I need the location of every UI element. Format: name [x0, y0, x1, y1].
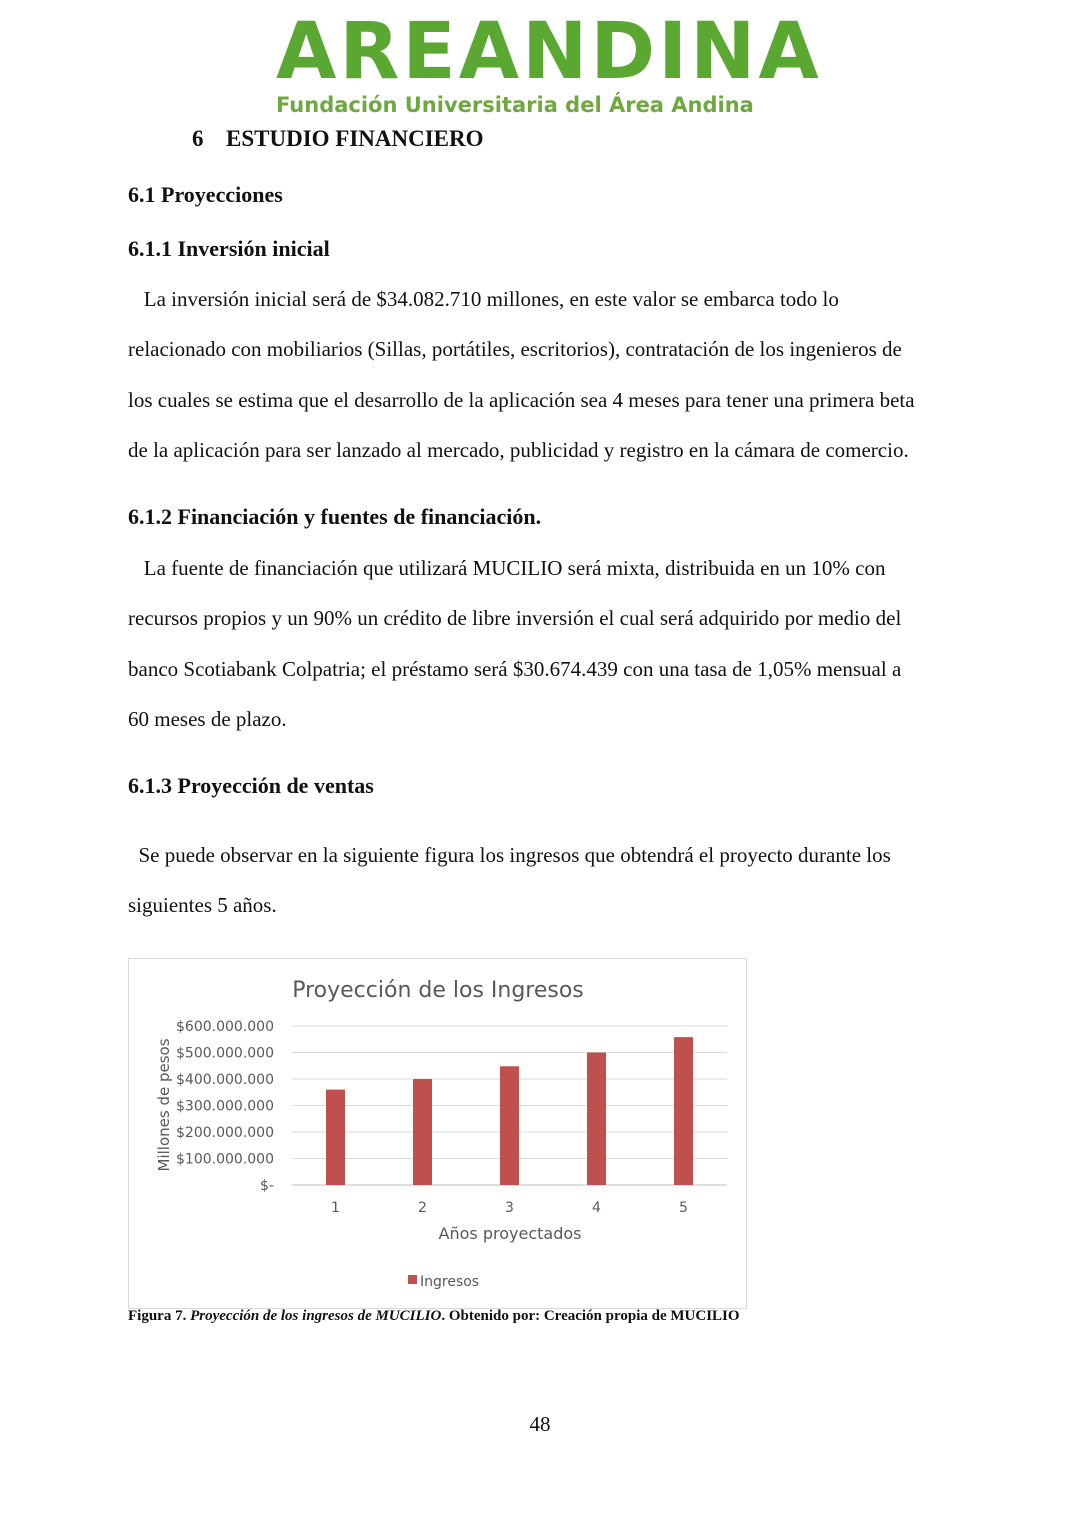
y-tick-label: $400.000.000: [176, 1072, 274, 1088]
page-number: 48: [529, 1412, 551, 1436]
legend-swatch: [408, 1275, 417, 1284]
x-tick-label: 4: [592, 1200, 601, 1216]
x-tick-label: 2: [418, 1200, 427, 1216]
caption-rest: . Obtenido por: Creación propia de MUCILIO: [441, 1308, 740, 1324]
heading-proyecciones: 6.1 Proyecciones: [128, 182, 283, 207]
chart-title: Proyección de los Ingresos: [292, 978, 584, 1003]
caption-label: Figura 7.: [128, 1308, 187, 1324]
logo-subtitle: Fundación Universitaria del Área Andina: [276, 93, 754, 117]
bar-4: [587, 1053, 606, 1186]
paragraph-line: La fuente de financiación que utilizará MUCILIO será mixta, distribuida en un 10% con: [128, 556, 886, 580]
y-tick-label: $-: [260, 1178, 274, 1194]
x-tick-label: 3: [505, 1200, 514, 1216]
figure-caption: [128, 1308, 740, 1325]
bar-1: [326, 1090, 345, 1185]
x-tick-label: 1: [331, 1200, 340, 1216]
section-title: ESTUDIO FINANCIERO: [226, 126, 484, 151]
paragraph-line: siguientes 5 años.: [128, 893, 277, 918]
paragraph-line: Se puede observar en la siguiente figura los ingresos que obtendrá el proyecto durante los: [128, 843, 891, 867]
legend-label: Ingresos: [420, 1274, 480, 1290]
caption-italic: Proyección de los ingresos de MUCILIO: [190, 1308, 442, 1324]
logo-wordmark: AREANDINA: [276, 7, 822, 97]
paragraph-line: banco Scotiabank Colpatria; el préstamo será $30.674.439 con una tasa de 1,05% mensual a: [128, 656, 902, 681]
y-tick-label: $500.000.000: [176, 1045, 274, 1062]
chart-svg: [129, 959, 746, 1308]
areandina-logo: [268, 7, 822, 120]
section-heading: [192, 126, 484, 152]
paragraph-line: los cuales se estima que el desarrollo de la aplicación sea 4 meses para tener una primera beta: [128, 387, 915, 412]
y-axis-label: Millones de pesos: [155, 1038, 173, 1172]
y-tick-label: $300.000.000: [176, 1098, 274, 1115]
y-tick-label: $100.000.000: [176, 1151, 274, 1168]
x-tick-label: 5: [679, 1200, 688, 1216]
y-tick-label: $600.000.000: [176, 1019, 274, 1035]
section-number: 6: [192, 126, 204, 151]
bar-2: [413, 1079, 432, 1185]
paragraph-inversion: [128, 284, 968, 485]
heading-proyeccion-ventas: 6.1.3 Proyección de ventas: [128, 773, 374, 798]
paragraph-ventas: [128, 840, 968, 941]
paragraph-line: recursos propios y un 90% un crédito de libre inversión el cual será adquirido por medio del: [128, 606, 902, 631]
paragraph-financiacion: [128, 553, 968, 754]
paragraph-line: 60 meses de plazo.: [128, 706, 287, 731]
y-tick-label: $200.000.000: [176, 1125, 274, 1141]
x-axis-label: Años proyectados: [438, 1224, 582, 1243]
paragraph-line: relacionado con mobiliarios (Sillas, portátiles, escritorios), contratación de los ingenieros de: [128, 337, 902, 362]
heading-financiacion: 6.1.2 Financiación y fuentes de financiación.: [128, 504, 542, 529]
paragraph-line: de la aplicación para ser lanzado al mercado, publicidad y registro en la cámara de comercio.: [128, 437, 909, 462]
heading-inversion-inicial: 6.1.1 Inversión inicial: [128, 236, 330, 261]
bar-3: [500, 1066, 519, 1185]
bar-5: [674, 1037, 693, 1185]
paragraph-line: La inversión inicial será de $34.082.710 millones, en este valor se embarca todo lo: [128, 287, 839, 311]
income-projection-chart: [128, 958, 747, 1309]
